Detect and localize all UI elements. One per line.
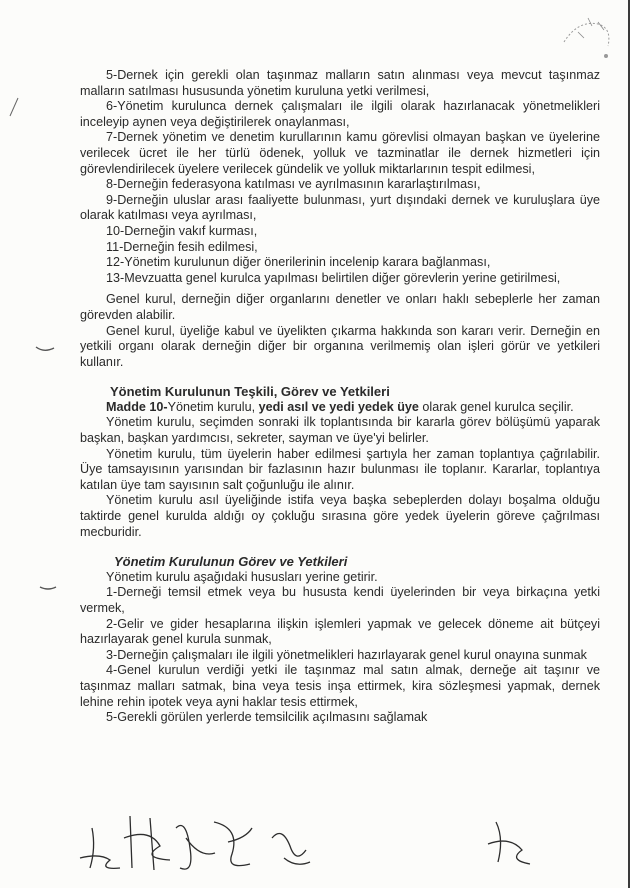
document-body — [80, 68, 600, 726]
list-item: 4-Genel kurulun verdiği yetki ile taşınmaz mal satın almak, derneğe ait taşınır ve taşınmaz malları satmak, bina veya tesis inşa ettirmek, kira sözleşmesi yapmak, dernek lehine rehin ipotek veya ayni haklar tesis ettirmek, — [80, 663, 600, 709]
list-item: 3-Derneğin çalışmaları ile ilgili yönetmelikleri hazırlayarak genel kurul onayına sunmak — [106, 647, 587, 662]
signatures — [0, 798, 630, 888]
list-item: 7-Dernek yönetim ve denetim kurullarının kamu görevlisi olmayan başkan ve üyelerine verilecek ücret ile her türlü ödenek, yolluk ve tazminatlar ile dernek hizmetleri için görevlendirilecek üyelere verilecek gündelik ve yolluk miktarlarının tespit edilmesi, — [80, 130, 600, 176]
list-item: 5-Gerekli görülen yerlerde temsilcilik açılmasını sağlamak — [106, 710, 428, 725]
article-text: olarak genel kurulca seçilir. — [418, 399, 574, 414]
list-item: 1-Derneği temsil etmek veya bu hususta kendi üyelerinden bir veya birkaçına yetki vermek, — [80, 585, 600, 615]
signature-5 — [272, 834, 310, 865]
signature-1 — [80, 828, 120, 868]
list-item: 10-Derneğin vakıf kurması, — [106, 223, 258, 238]
paragraph: Genel kurul, derneğin diğer organlarını denetler ve onları haklı sebeplerle her zaman görevden alabilir. — [80, 292, 600, 322]
list-item: 8-Derneğin federasyona katılması ve ayrılmasının kararlaştırılması, — [106, 177, 481, 192]
signature-4 — [214, 822, 252, 866]
paragraph: Yönetim kurulu, tüm üyelerin haber edilmesi şartıyla her zaman toplantıya çağrılabilir. Üye tamsayısının yarısından bir fazlasının hazır bulunması ile toplanır. Kararlar, toplantıya katılan üye tam sayısının salt çoğunluğu ile alınır. — [80, 446, 600, 492]
signature-3 — [176, 826, 215, 870]
article-text: Yönetim kurulu, — [167, 399, 259, 414]
article-label: Madde 10- — [106, 399, 168, 414]
paragraph: Yönetim kurulu, seçimden sonraki ilk toplantısında bir kararla görev bölüşümü yaparak başkan, başkan yardımcısı, sekreter, sayman ve üye'yi belirler. — [80, 415, 600, 446]
list-item: 6-Yönetim kurulunca dernek çalışmaları ile ilgili olarak hazırlanacak yönetmelikleri inceleyip aynen veya değiştirilerek onaylanması, — [80, 99, 600, 129]
signature-6 — [488, 822, 530, 864]
list-item: 2-Gelir ve gider hesaplarına ilişkin işlemleri yapmak ve gelecek döneme ait bütçeyi hazırlayarak genel kurula sunmak, — [80, 616, 600, 647]
section-heading: Yönetim Kurulunun Görev ve Yetkileri — [114, 554, 348, 570]
list-item: 5-Dernek için gerekli olan taşınmaz malların satın alınması veya mevcut taşınmaz malların satılması hususunda yönetim kuruluna yetki verilmesi, — [80, 68, 600, 98]
list-item: 12-Yönetim kurulunun diğer önerilerinin incelenip karara bağlanması, — [106, 255, 491, 270]
stamp-mark — [558, 12, 616, 62]
list-item: 9-Derneğin uluslar arası faaliyette bulunması, yurt dışındaki dernek ve kuruluşlara üye olarak katılması veya ayrılması, — [80, 192, 600, 223]
article-paragraph — [80, 400, 600, 416]
paragraph: Yönetim kurulu aşağıdaki hususları yerine getirir. — [106, 569, 378, 584]
signature-2 — [124, 816, 170, 870]
margin-tick-mark — [6, 96, 20, 118]
margin-dash-mark — [34, 344, 56, 354]
article-bold-text: yedi asıl ve yedi yedek üye — [258, 399, 419, 414]
section-heading: Yönetim Kurulunun Teşkili, Görev ve Yetkileri — [110, 384, 390, 400]
margin-dash-mark — [38, 584, 58, 592]
list-item: 13-Mevzuatta genel kurulca yapılması belirtilen diğer görevlerin yerine getirilmesi, — [106, 270, 561, 285]
list-item: 11-Derneğin fesih edilmesi, — [106, 239, 258, 254]
paragraph: Yönetim kurulu asıl üyeliğinde istifa veya başka sebeplerden dolayı boşalma olduğu taktirde genel kurulda aldığı oy çokluğu sırasına göre yedek üyelerin göreve çağrılması mecburidir. — [80, 493, 600, 539]
paragraph: Genel kurul, üyeliğe kabul ve üyelikten çıkarma hakkında son kararı verir. Derneğin en yetkili organı olarak derneğin diğer bir organına verilmemiş olan işleri görür ve yetkileri kullanır. — [80, 323, 600, 369]
